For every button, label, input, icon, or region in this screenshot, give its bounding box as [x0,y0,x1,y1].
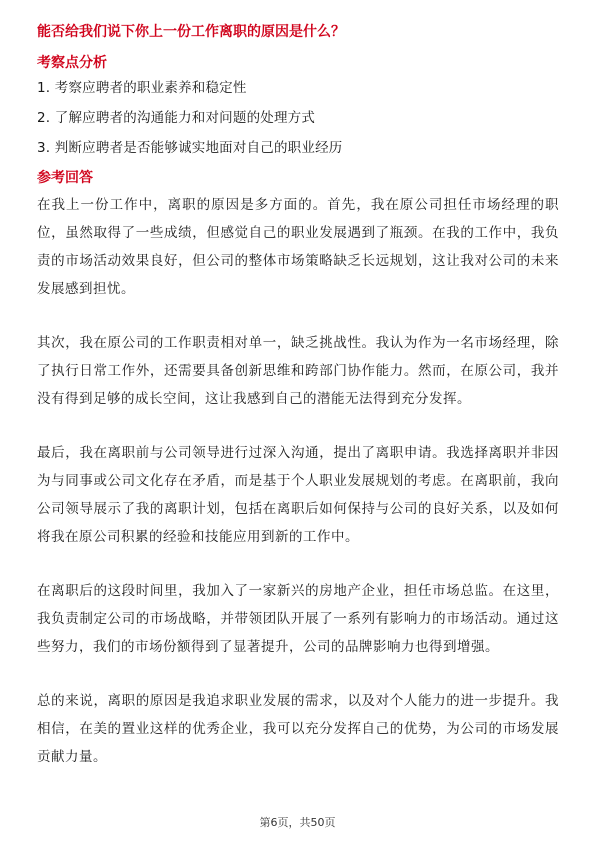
answer-paragraph: 总的来说，离职的原因是我追求职业发展的需求，以及对个人能力的进一步提升。我相信，在美的置业这样的优秀企业，我可以充分发挥自己的优势，为公司的市场发展贡献力量。 [37,693,559,765]
analysis-point: 3. 判断应聘者是否能够诚实地面对自己的职业经历 [37,140,343,156]
question-heading: 能否给我们说下你上一份工作离职的原因是什么？ [37,24,345,40]
document-page [37,22,559,797]
answer-heading: 参考回答 [37,170,93,186]
analysis-heading: 考察点分析 [37,55,107,71]
answer-paragraph: 最后，我在离职前与公司领导进行过深入沟通，提出了离职申请。我选择离职并非因为与同事或公司文化存在矛盾，而是基于个人职业发展规划的考虑。在离职前，我向公司领导展示了我的离职计划，包括在离职后如何保持与公司的良好关系，以及如何将我在原公司积累的经验和技能应用到新的工作中。 [37,445,559,545]
analysis-point: 2. 了解应聘者的沟通能力和对问题的处理方式 [37,110,316,126]
analysis-points-list [37,78,559,158]
answer-paragraph: 其次，我在原公司的工作职责相对单一，缺乏挑战性。我认为作为一名市场经理，除了执行日常工作外，还需要具备创新思维和跨部门协作能力。然而，在原公司，我并没有得到足够的成长空间，这让我感到自己的潜能无法得到充分发挥。 [37,335,559,407]
analysis-point: 1. 考察应聘者的职业素养和稳定性 [37,80,247,96]
answer-paragraph: 在离职后的这段时间里，我加入了一家新兴的房地产企业，担任市场总监。在这里，我负责制定公司的市场战略，并带领团队开展了一系列有影响力的市场活动。通过这些努力，我们的市场份额得到了显著提升，公司的品牌影响力也得到增强。 [37,583,559,655]
answer-paragraph: 在我上一份工作中，离职的原因是多方面的。首先，我在原公司担任市场经理的职位，虽然取得了一些成绩，但感觉自己的职业发展遇到了瓶颈。在我的工作中，我负责的市场活动效果良好，但公司的整体市场策略缺乏长远规划，这让我对公司的未来发展感到担忧。 [37,197,559,297]
page-number-footer: 第6页，共50页 [259,816,336,829]
